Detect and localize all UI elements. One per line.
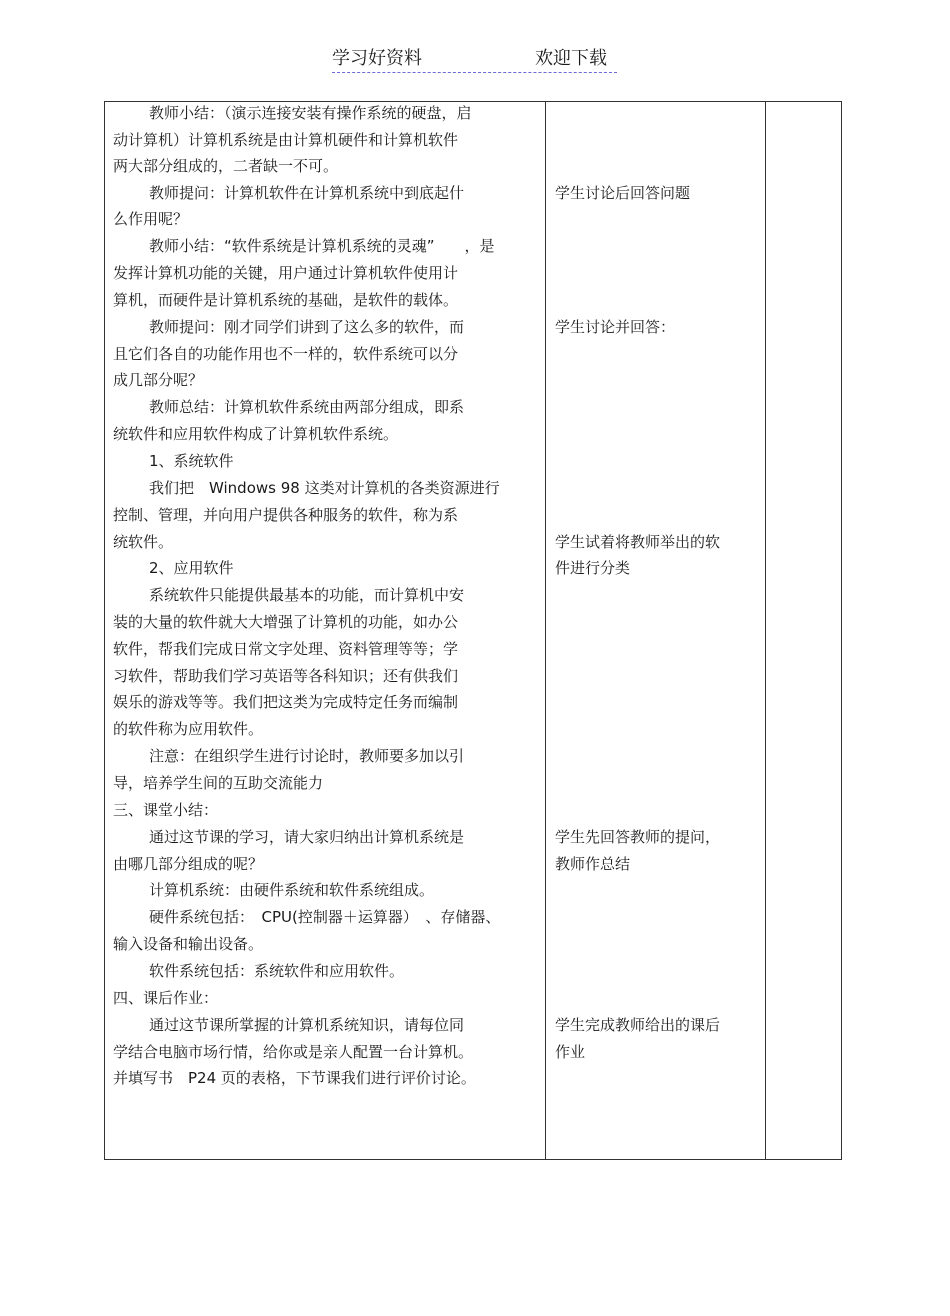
content-line: 两大部分组成的，二者缺一不可。 [113, 157, 339, 175]
content-line: 动计算机）计算机系统是由计算机硬件和计算机软件 [113, 131, 459, 149]
student-activity-note: 学生讨论并回答： [555, 318, 676, 336]
student-activity-note: 件进行分类 [555, 559, 631, 577]
content-line: 软件系统包括：系统软件和应用软件。 [149, 962, 405, 980]
column-divider [545, 102, 546, 1159]
column-divider [765, 102, 766, 1159]
content-line: 注意：在组织学生进行讨论时，教师要多加以引 [149, 747, 465, 765]
content-line: 硬件系统包括： CPU(控制器＋运算器） 、存储器、 [149, 908, 501, 926]
page-header [332, 44, 617, 73]
student-activity-note: 学生先回答教师的提问， [555, 828, 721, 846]
content-line: 并填写书 P24 页的表格，下节课我们进行评价讨论。 [113, 1069, 476, 1087]
content-line: 统软件。 [113, 533, 174, 551]
lesson-table [104, 101, 842, 1160]
content-line: 软件，帮我们完成日常文字处理、资料管理等等；学 [113, 640, 459, 658]
student-activity-note: 教师作总结 [555, 855, 631, 873]
content-line: 且它们各自的功能作用也不一样的，软件系统可以分 [113, 345, 459, 363]
student-activity-note: 学生讨论后回答问题 [555, 184, 691, 202]
content-line: 教师小结：（演示连接安装有操作系统的硬盘，启 [149, 104, 472, 122]
content-line: 系统软件只能提供最基本的功能，而计算机中安 [149, 586, 465, 604]
section-heading: 四、课后作业： [113, 989, 219, 1007]
content-line: 的软件称为应用软件。 [113, 720, 264, 738]
section-heading: 1、系统软件 [149, 452, 234, 470]
section-heading: 三、课堂小结： [113, 801, 219, 819]
student-activity-note: 学生完成教师给出的课后 [555, 1016, 721, 1034]
content-line: 学结合电脑市场行情，给你或是亲人配置一台计算机。 [113, 1043, 474, 1061]
content-line: 么作用呢？ [113, 210, 189, 228]
content-line: 我们把 Windows 98 这类对计算机的各类资源进行 [149, 479, 500, 497]
content-line: 教师提问：计算机软件在计算机系统中到底起什 [149, 184, 465, 202]
content-line: 娱乐的游戏等等。我们把这类为完成特定任务而编制 [113, 693, 459, 711]
content-line: 导，培养学生间的互助交流能力 [113, 774, 324, 792]
content-line: 教师总结：计算机软件系统由两部分组成，即系 [149, 398, 465, 416]
content-line: 控制、管理，并向用户提供各种服务的软件，称为系 [113, 506, 459, 524]
content-line: 由哪几部分组成的呢？ [113, 855, 264, 873]
content-line: 习软件，帮助我们学习英语等各科知识；还有供我们 [113, 667, 459, 685]
content-line: 成几部分呢？ [113, 371, 204, 389]
content-line: 算机，而硬件是计算机系统的基础，是软件的载体。 [113, 291, 459, 309]
content-line: 通过这节课的学习，请大家归纳出计算机系统是 [149, 828, 465, 846]
header-right-text: 欢迎下载 [535, 48, 607, 69]
content-line: 教师提问：刚才同学们讲到了这么多的软件，而 [149, 318, 465, 336]
content-line: 输入设备和输出设备。 [113, 935, 264, 953]
content-line: 装的大量的软件就大大增强了计算机的功能，如办公 [113, 613, 459, 631]
header-left-text: 学习好资料 [332, 48, 422, 69]
content-line: 教师小结：“软件系统是计算机系统的灵魂” ，是 [149, 237, 495, 255]
student-activity-note: 作业 [555, 1043, 586, 1061]
content-line: 计算机系统：由硬件系统和软件系统组成。 [149, 881, 435, 899]
student-activity-note: 学生试着将教师举出的软 [555, 533, 721, 551]
content-line: 发挥计算机功能的关键，用户通过计算机软件使用计 [113, 264, 459, 282]
content-line: 统软件和应用软件构成了计算机软件系统。 [113, 425, 399, 443]
content-line: 通过这节课所掌握的计算机系统知识，请每位同 [149, 1016, 465, 1034]
section-heading: 2、应用软件 [149, 559, 234, 577]
